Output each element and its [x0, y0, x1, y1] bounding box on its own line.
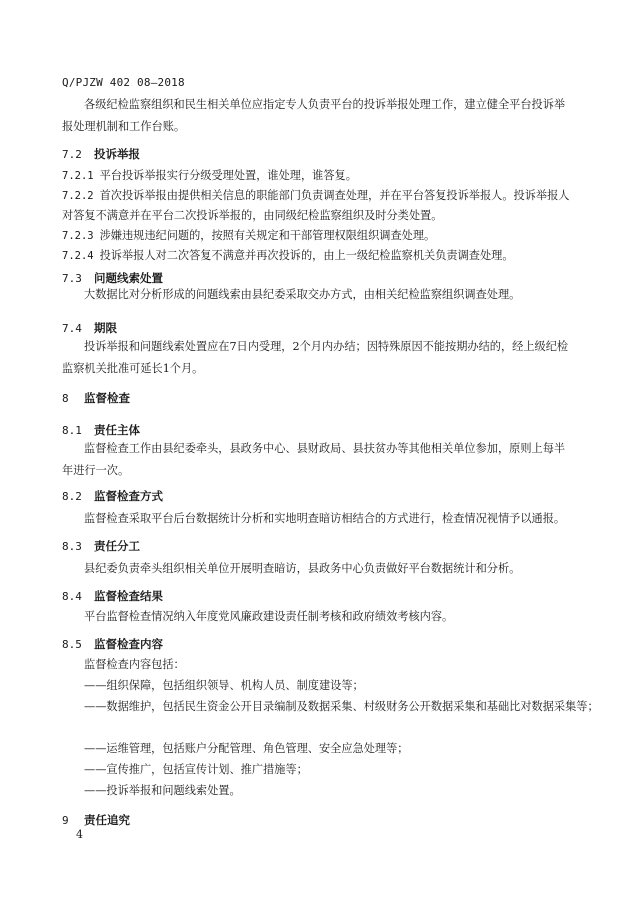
section-8-5-heading [62, 636, 163, 652]
chapter-8-heading [62, 390, 130, 406]
section-8-1-text: 监督检查工作由县纪委牵头，县政务中心、县财政局、县扶贫办等其他相关单位参加，原则上每半年进行一次。 [62, 442, 566, 477]
clause-7-2-3 [62, 226, 576, 246]
section-8-2-heading [62, 488, 163, 504]
chapter-9-heading [62, 812, 130, 828]
clause-7-2-4 [62, 246, 576, 266]
list-item: ——宣传推广，包括宣传计划、推广措施等； [84, 763, 308, 776]
section-title: 监督检查结果 [94, 589, 163, 603]
section-title: 监督检查内容 [94, 637, 163, 651]
section-7-4-heading [62, 320, 117, 336]
list-item: ——运维管理，包括账户分配管理、角色管理、安全应急处理等； [84, 742, 409, 755]
section-8-1-heading [62, 422, 140, 438]
section-number: 8.3 [62, 540, 82, 553]
section-8-2-text: 监督检查采取平台后台数据统计分析和实地明查暗访相结合的方式进行，检查情况视情予以通报。 [84, 512, 566, 525]
section-number: 8.5 [62, 638, 82, 651]
clause-number: 7.2.3 [62, 230, 94, 242]
standard-code: Q/PJZW 402 08—2018 [62, 76, 185, 89]
chapter-title: 监督检查 [84, 391, 130, 405]
section-8-4-text: 平台监督检查情况纳入年度党风廉政建设责任制考核和政府绩效考核内容。 [84, 610, 454, 623]
clause-text: 首次投诉举报由提供相关信息的职能部门负责调查处理，并在平台答复投诉举报人。投诉举报人对答复不满意并在平台二次投诉举报的，由同级纪检监察组织及时分类处置。 [62, 189, 570, 222]
section-7-3-text: 大数据比对分析形成的问题线索由县纪委采取交办方式，由相关纪检监察组织调查处理。 [84, 288, 521, 301]
clause-number: 7.2.4 [62, 250, 94, 262]
section-8-3-text: 县纪委负责牵头组织相关单位开展明查暗访，县政务中心负责做好平台数据统计和分析。 [84, 562, 521, 575]
clause-7-2-2 [62, 186, 576, 226]
section-8-4-heading [62, 588, 163, 604]
section-title: 责任分工 [94, 539, 140, 553]
clause-text: 涉嫌违规违纪问题的，按照有关规定和干部管理权限组织调查处理。 [99, 229, 436, 242]
section-number: 8.1 [62, 424, 82, 437]
list-item: ——数据维护，包括民生资金公开目录编制及数据采集、村级财务公开数据采集和基础比对数据采集等； [84, 700, 599, 713]
section-7-2-heading [62, 146, 140, 162]
section-number: 7.3 [62, 272, 82, 285]
section-title: 投诉举报 [94, 147, 140, 161]
section-number: 8.4 [62, 590, 82, 603]
list-item: ——投诉举报和问题线索处置。 [84, 784, 241, 797]
section-title: 责任主体 [94, 423, 140, 437]
clause-text: 投诉举报人对二次答复不满意并再次投诉的，由上一级纪检监察机关负责调查处理。 [99, 249, 514, 262]
list-item: ——组织保障，包括组织领导、机构人员、制度建设等； [84, 679, 364, 692]
chapter-number: 9 [62, 814, 69, 827]
section-number: 8.2 [62, 490, 82, 503]
section-title: 问题线索处置 [94, 271, 163, 285]
clause-number: 7.2.2 [62, 190, 94, 202]
section-7-4-text: 投诉举报和问题线索处置应在7日内受理，2个月内办结；因特殊原因不能按期办结的，经上级纪检监察机关批准可延长1个月。 [62, 340, 569, 375]
page-number: 4 [76, 828, 83, 841]
intro-paragraph: 各级纪检监察组织和民生相关单位应指定专人负责平台的投诉举报处理工作，建立健全平台投诉举报处理机制和工作台账。 [62, 98, 566, 133]
section-title: 监督检查方式 [94, 489, 163, 503]
chapter-title: 责任追究 [84, 813, 130, 827]
section-8-5-lead: 监督检查内容包括： [84, 658, 185, 671]
section-number: 7.4 [62, 322, 82, 335]
section-number: 7.2 [62, 148, 82, 161]
clause-text: 平台投诉举报实行分级受理处置，谁处理，谁答复。 [99, 169, 357, 182]
section-8-3-heading [62, 538, 140, 554]
clause-number: 7.2.1 [62, 170, 94, 182]
chapter-number: 8 [62, 392, 69, 405]
clause-7-2-1 [62, 166, 576, 186]
section-title: 期限 [94, 321, 117, 335]
